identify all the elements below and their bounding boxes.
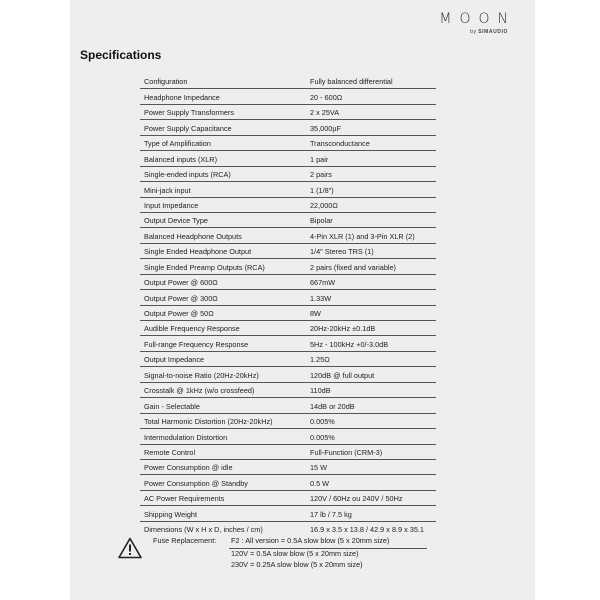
spec-label: Power Consumption @ idle	[144, 463, 233, 473]
spec-row	[140, 228, 436, 243]
spec-label: Crosstalk @ 1kHz (w/o crossfeed)	[144, 386, 255, 396]
spec-row	[140, 105, 436, 120]
spec-value: Full-Function (CRM-3)	[310, 447, 383, 457]
spec-row	[140, 89, 436, 104]
spec-value: 14dB or 20dB	[310, 401, 355, 411]
brand-name: MOON	[439, 11, 516, 27]
spec-value: 20Hz-20kHz ±0.1dB	[310, 324, 376, 334]
spec-value: 2 pairs (fixed and variable)	[310, 262, 396, 272]
spec-row	[140, 352, 436, 367]
spec-label: Power Supply Transformers	[144, 108, 235, 118]
spec-value: 22,000Ω	[310, 200, 338, 210]
spec-value: 2 x 25VA	[310, 108, 340, 118]
spec-label: Input Impedance	[144, 200, 199, 210]
spec-row	[140, 290, 436, 305]
spec-row	[140, 213, 436, 228]
spec-value: 120dB @ full output	[310, 370, 375, 380]
spec-label: AC Power Requirements	[144, 494, 225, 504]
spec-value: 120V / 60Hz ou 240V / 50Hz	[310, 494, 403, 504]
specifications-table	[140, 74, 436, 536]
spec-value: 110dB	[310, 386, 331, 396]
spec-value: Fully balanced differential	[310, 77, 393, 87]
spec-label: Output Power @ 50Ω	[144, 309, 214, 318]
spec-row	[140, 321, 436, 336]
spec-row	[140, 244, 436, 259]
spec-label: Output Impedance	[144, 355, 205, 365]
spec-value: 1/4" Stereo TRS (1)	[310, 247, 374, 257]
spec-value: 4-Pin XLR (1) and 3-Pin XLR (2)	[310, 231, 415, 241]
spec-label: Full-range Frequency Response	[144, 339, 249, 349]
spec-value: 0.005%	[310, 417, 335, 427]
spec-label: Output Power @ 300Ω	[144, 293, 218, 303]
spec-row	[140, 460, 436, 475]
spec-row	[140, 120, 436, 135]
spec-row	[140, 429, 436, 444]
spec-value: 8W	[310, 309, 321, 318]
fuse-line: 120V = 0.5A slow blow (5 x 20mm size)	[231, 548, 359, 558]
spec-label: Signal-to-noise Ratio (20Hz-20kHz)	[144, 370, 259, 380]
spec-row	[140, 275, 436, 290]
fuse-replacement-details	[231, 536, 427, 572]
spec-row	[140, 74, 436, 89]
warning-triangle-icon	[118, 537, 142, 559]
fuse-replacement-label: Fuse Replacement:	[153, 536, 217, 545]
spec-label: Power Supply Capacitance	[144, 123, 232, 133]
spec-row	[140, 414, 436, 429]
spec-row	[140, 306, 436, 321]
spec-row	[140, 506, 436, 521]
page-title: Specifications	[80, 48, 162, 62]
spec-value: 1 pair	[310, 154, 329, 164]
spec-label: Total Harmonic Distortion (20Hz-20kHz)	[144, 417, 273, 427]
spec-value: 2 pairs	[310, 170, 332, 180]
spec-value: 1.33W	[310, 293, 332, 303]
spec-label: Mini-jack input	[144, 185, 191, 195]
spec-label: Dimensions (W x H x D, inches / cm)	[144, 525, 263, 535]
spec-row	[140, 445, 436, 460]
spec-label: Single-ended inputs (RCA)	[144, 170, 231, 180]
spec-value: 20 - 600Ω	[310, 92, 343, 102]
spec-row	[140, 398, 436, 413]
spec-row	[140, 383, 436, 398]
spec-label: Headphone Impedance	[144, 92, 220, 102]
spec-label: Gain - Selectable	[144, 401, 200, 411]
brand-subtitle: by SIMAUDIO	[470, 29, 508, 35]
spec-value: 667mW	[310, 278, 336, 288]
spec-row	[140, 475, 436, 490]
spec-value: 1 (1/8")	[310, 185, 334, 195]
spec-row	[140, 336, 436, 351]
spec-row	[140, 151, 436, 166]
fuse-line: F2 : All version = 0.5A slow blow (5 x 20mm size)	[229, 536, 427, 549]
spec-label: Single Ended Headphone Output	[144, 247, 252, 257]
spec-row	[140, 136, 436, 151]
spec-label: Output Power @ 600Ω	[144, 278, 218, 288]
spec-row	[140, 522, 436, 536]
spec-row	[140, 167, 436, 182]
spec-value: Bipolar	[310, 216, 333, 226]
spec-value: 17 lb / 7.5 kg	[310, 509, 352, 519]
spec-value: 1.25Ω	[310, 355, 330, 365]
spec-value: 0.005%	[310, 432, 335, 442]
spec-label: Configuration	[144, 77, 188, 87]
brand-logo	[439, 11, 516, 35]
spec-value: Transconductance	[310, 139, 370, 149]
spec-row	[140, 491, 436, 506]
spec-label: Audible Frequency Response	[144, 324, 240, 334]
spec-label: Intermodulation Distortion	[144, 432, 228, 442]
fuse-line: 230V = 0.25A slow blow (5 x 20mm size)	[231, 560, 363, 569]
spec-label: Balanced Headphone Outputs	[144, 231, 242, 241]
spec-value: 15 W	[310, 463, 328, 473]
spec-value: 5Hz - 100kHz +0/-3.0dB	[310, 339, 389, 349]
spec-row	[140, 259, 436, 274]
spec-row	[140, 198, 436, 213]
spec-value: 16.9 x 3.5 x 13.8 / 42.9 x 8.9 x 35.1	[310, 525, 424, 535]
spec-label: Power Consumption @ Standby	[144, 478, 248, 488]
spec-label: Type of Amplification	[144, 139, 211, 149]
spec-row	[140, 367, 436, 382]
spec-value: 35,000µF	[310, 123, 341, 133]
spec-label: Remote Control	[144, 447, 196, 457]
spec-value: 0.5 W	[310, 478, 330, 488]
spec-label: Balanced inputs (XLR)	[144, 154, 218, 164]
spec-label: Single Ended Preamp Outputs (RCA)	[144, 262, 265, 272]
spec-label: Output Device Type	[144, 216, 208, 226]
spec-row	[140, 182, 436, 197]
spec-label: Shipping Weight	[144, 509, 198, 519]
